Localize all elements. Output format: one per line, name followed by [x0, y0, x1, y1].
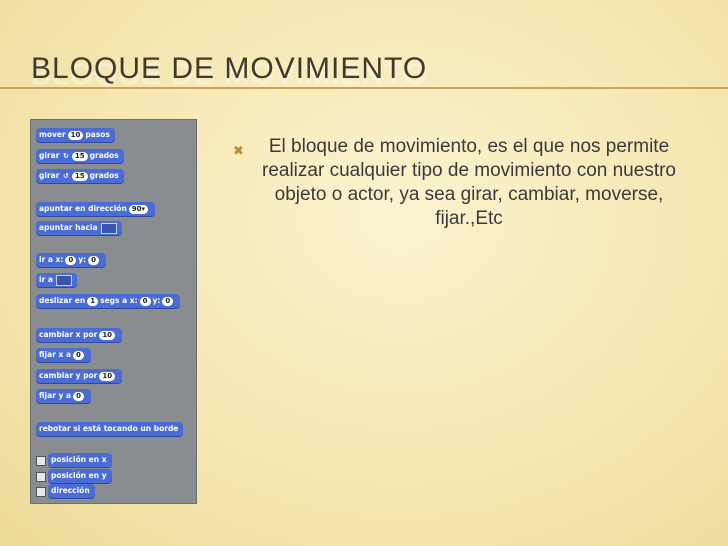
- checkbox-direccion[interactable]: [36, 487, 46, 497]
- block-cambiar-y[interactable]: cambiar y por 10: [36, 369, 122, 383]
- checkbox-pos-x[interactable]: [36, 456, 46, 466]
- block-ir-a[interactable]: ir a: [36, 273, 77, 287]
- rotate-right-icon: ↻: [63, 152, 69, 160]
- target-dropdown[interactable]: [56, 275, 72, 286]
- secs-input[interactable]: 1: [87, 297, 98, 306]
- block-rebotar[interactable]: rebotar si está tocando un borde: [36, 422, 183, 436]
- direction-dropdown[interactable]: 90▾: [129, 205, 148, 214]
- block-girar-left[interactable]: girar ↺ 15 grados: [36, 169, 124, 183]
- y-set-input[interactable]: 0: [73, 392, 84, 401]
- slide-title: BLOQUE DE MOVIMIENTO: [31, 52, 428, 85]
- x-set-input[interactable]: 0: [73, 351, 84, 360]
- reporter-pos-x[interactable]: posición en x: [48, 453, 112, 467]
- x-bullet-icon: ✖: [233, 144, 244, 159]
- reporter-direccion[interactable]: dirección: [48, 484, 95, 498]
- checkbox-pos-y[interactable]: [36, 472, 46, 482]
- block-fijar-y[interactable]: fijar y a 0: [36, 389, 91, 403]
- target-dropdown[interactable]: [101, 223, 117, 234]
- motion-blocks-palette: [30, 119, 197, 504]
- degrees-input[interactable]: 15: [72, 152, 88, 161]
- block-cambiar-x[interactable]: cambiar x por 10: [36, 328, 122, 342]
- rotate-left-icon: ↺: [63, 172, 69, 180]
- reporter-pos-y[interactable]: posición en y: [48, 469, 112, 483]
- block-fijar-x[interactable]: fijar x a 0: [36, 348, 91, 362]
- x-change-input[interactable]: 10: [99, 331, 115, 340]
- block-apuntar-direccion[interactable]: apuntar en dirección 90▾: [36, 202, 155, 216]
- x-input[interactable]: 0: [140, 297, 151, 306]
- block-girar-right[interactable]: girar ↻ 15 grados: [36, 149, 124, 163]
- block-ir-a-xy[interactable]: ir a x: 0 y: 0: [36, 253, 106, 267]
- y-input[interactable]: 0: [162, 297, 173, 306]
- steps-input[interactable]: 10: [68, 131, 84, 140]
- block-deslizar[interactable]: deslizar en 1 segs a x: 0 y: 0: [36, 294, 180, 308]
- block-mover[interactable]: mover 10 pasos: [36, 128, 115, 142]
- y-input[interactable]: 0: [88, 256, 99, 265]
- block-apuntar-hacia[interactable]: apuntar hacia: [36, 221, 122, 235]
- x-input[interactable]: 0: [65, 256, 76, 265]
- title-divider: [0, 87, 728, 89]
- bullet-text: El bloque de movimiento, es el que nos permite realizar cualquier tipo de movimiento con nuestro objeto o actor, ya sea girar, cambiar, moverse, fijar.,Etc: [262, 136, 676, 229]
- degrees-input[interactable]: 15: [72, 172, 88, 181]
- y-change-input[interactable]: 10: [99, 372, 115, 381]
